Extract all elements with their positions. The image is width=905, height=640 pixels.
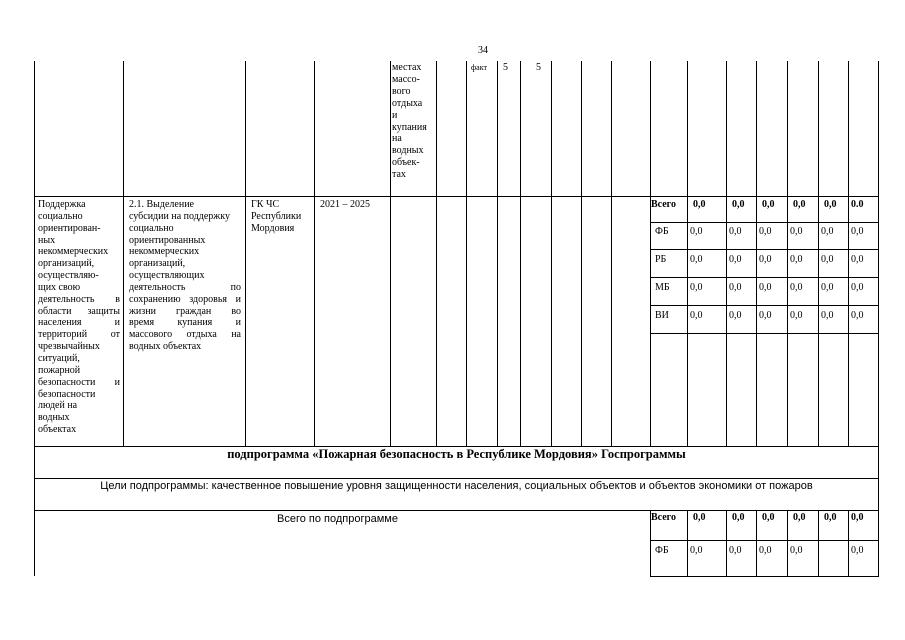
col-border [878, 61, 879, 446]
goal-line: людей на [38, 400, 78, 412]
period-text: 2021 – 2025 [320, 199, 370, 210]
goal-line: безопасности [38, 388, 96, 400]
col-border [466, 61, 467, 446]
places-line: объек- [392, 157, 420, 169]
row-border [650, 277, 879, 278]
funding-value: 0,0 [824, 199, 837, 210]
col-border [245, 61, 246, 446]
measure-line: массового отдыха на [129, 329, 241, 341]
col-border [818, 510, 819, 576]
col-border [497, 61, 498, 446]
goal-line: организаций, [38, 258, 95, 270]
places-line: отдыха [392, 97, 423, 109]
col-border [123, 61, 124, 446]
measure-line: социально [129, 222, 174, 234]
executor-line: Мордовия [251, 222, 295, 234]
goal-line: населения и [38, 317, 120, 329]
row-border [650, 576, 879, 577]
col-border [726, 61, 727, 446]
funding-value: 0,0 [729, 310, 742, 321]
total-label: Всего по подпрограмме [277, 513, 398, 525]
goal-line: ориентирован- [38, 222, 101, 234]
places-line: вого [392, 85, 411, 97]
goal-text [38, 199, 120, 436]
funding-value: 0,0 [690, 310, 703, 321]
col-border [390, 61, 391, 446]
row-border [650, 305, 879, 306]
goal-line: социально [38, 210, 83, 222]
goal-line: водных [38, 412, 70, 424]
col-border [34, 510, 35, 576]
funding-value: 0,0 [790, 282, 803, 293]
row-border [650, 540, 879, 541]
funding-value: 0,0 [762, 199, 775, 210]
measure-line: осуществляющих [129, 270, 205, 282]
places-line: тах [392, 169, 406, 181]
goal-line: территорий от [38, 329, 120, 341]
subprogram-goals: Цели подпрограммы: качественное повышение уровня защищенности населения, социальных объектов и объектов экономики от пожаров [100, 480, 813, 492]
funding-value: 0,0 [821, 282, 834, 293]
funding-value: 0,0 [821, 310, 834, 321]
goal-line: щих свою [38, 281, 81, 293]
row-border [34, 196, 879, 197]
funding-source-label: ФБ [655, 226, 669, 237]
row-border [650, 249, 879, 250]
funding-value: 0,0 [851, 545, 864, 556]
col-border [611, 61, 612, 446]
funding-value: 0,0 [690, 254, 703, 265]
funding-source-label: ВИ [655, 310, 669, 321]
places-line: водных [392, 145, 424, 157]
executor-line: Республики [251, 210, 302, 222]
col-border [520, 61, 521, 446]
goal-line: ситуаций, [38, 352, 80, 364]
goal-line: чрезвычайных [38, 341, 100, 353]
places-line: массо- [392, 73, 420, 85]
measure-line: жизни граждан во [129, 305, 241, 317]
fact-value: 5 [503, 62, 508, 73]
funding-value: 0,0 [732, 199, 745, 210]
row-border [650, 333, 879, 334]
places-line: купания [392, 121, 427, 133]
funding-value: 0,0 [793, 512, 806, 523]
goal-line: объектах [38, 424, 77, 436]
funding-source-label: РБ [655, 254, 667, 265]
fact-label: факт [471, 63, 488, 72]
col-border [756, 510, 757, 576]
funding-value: 0,0 [729, 226, 742, 237]
funding-value: 0,0 [851, 254, 864, 265]
funding-value: 0,0 [824, 512, 837, 523]
funding-value: 0,0 [851, 282, 864, 293]
col-border [34, 61, 35, 446]
places-line: местах [392, 62, 422, 73]
col-border [581, 61, 582, 446]
measure-line: время купания и [129, 317, 241, 329]
funding-value: 0,0 [732, 512, 745, 523]
measure-line: некоммерческих [129, 246, 200, 258]
funding-value: 0,0 [759, 254, 772, 265]
col-border [878, 510, 879, 576]
col-border [787, 61, 788, 446]
col-border [818, 61, 819, 446]
goal-line: некоммерческих [38, 246, 109, 258]
goal-line: пожарной [38, 364, 81, 376]
row-border [34, 510, 879, 511]
funding-source-label: МБ [655, 282, 670, 293]
funding-value: 0,0 [729, 545, 742, 556]
funding-value: 0,0 [851, 226, 864, 237]
page-number: 34 [478, 45, 488, 56]
row-border [650, 222, 879, 223]
goal-line: ных [38, 234, 56, 246]
goal-line: Поддержка [38, 199, 86, 210]
funding-value: 0,0 [790, 254, 803, 265]
funding-value: 0,0 [790, 545, 803, 556]
col-border [551, 61, 552, 446]
col-border [848, 510, 849, 576]
funding-value: 0,0 [790, 226, 803, 237]
measure-line: деятельность по [129, 281, 241, 293]
places-line: и [392, 109, 398, 121]
col-border [756, 61, 757, 446]
measure-line: субсидии на поддержку [129, 210, 230, 222]
funding-value: 0,0 [759, 226, 772, 237]
executor-line: ГК ЧС [251, 199, 280, 210]
funding-value: 0,0 [821, 254, 834, 265]
funding-value: 0.0 [851, 199, 864, 210]
funding-source-label: ФБ [655, 545, 669, 556]
col-border [436, 61, 437, 446]
col-border [787, 510, 788, 576]
funding-value: 0,0 [759, 545, 772, 556]
measure-text [129, 199, 241, 353]
funding-value: 0,0 [693, 199, 706, 210]
funding-value: 0,0 [851, 512, 864, 523]
funding-value: 0,0 [690, 282, 703, 293]
funding-value: 0,0 [729, 282, 742, 293]
funding-value: 0,0 [690, 545, 703, 556]
col-border [650, 61, 651, 446]
funding-value: 0,0 [759, 310, 772, 321]
measure-line: водных объектах [129, 341, 202, 353]
funding-value: 0,0 [821, 226, 834, 237]
fact-value: 5 [536, 62, 541, 73]
col-border [848, 61, 849, 446]
executor-text [251, 199, 313, 235]
goal-line: безопасности и [38, 376, 120, 388]
funding-value: 0,0 [793, 199, 806, 210]
funding-value: 0,0 [690, 226, 703, 237]
measure-line: 2.1. Выделение [129, 199, 194, 210]
col-border [314, 61, 315, 446]
measure-line: организаций, [129, 258, 186, 270]
places-text [392, 62, 434, 181]
places-line: на [392, 133, 402, 145]
col-border [687, 510, 688, 576]
col-border [687, 61, 688, 446]
funding-source-label: Всего [651, 512, 676, 523]
funding-value: 0,0 [759, 282, 772, 293]
funding-value: 0,0 [851, 310, 864, 321]
funding-value: 0,0 [762, 512, 775, 523]
goal-line: деятельность в [38, 293, 120, 305]
funding-value: 0,0 [790, 310, 803, 321]
col-border [726, 510, 727, 576]
funding-value: 0,0 [729, 254, 742, 265]
measure-line: сохранению здоровья и [129, 293, 241, 305]
goal-line: области защиты [38, 305, 120, 317]
funding-value: 0,0 [693, 512, 706, 523]
goal-line: осуществляю- [38, 270, 99, 282]
subprogram-title: подпрограмма «Пожарная безопасность в Республике Мордовия» Госпрограммы [227, 447, 686, 461]
funding-source-label: Всего [651, 199, 676, 210]
measure-line: ориентированных [129, 234, 206, 246]
